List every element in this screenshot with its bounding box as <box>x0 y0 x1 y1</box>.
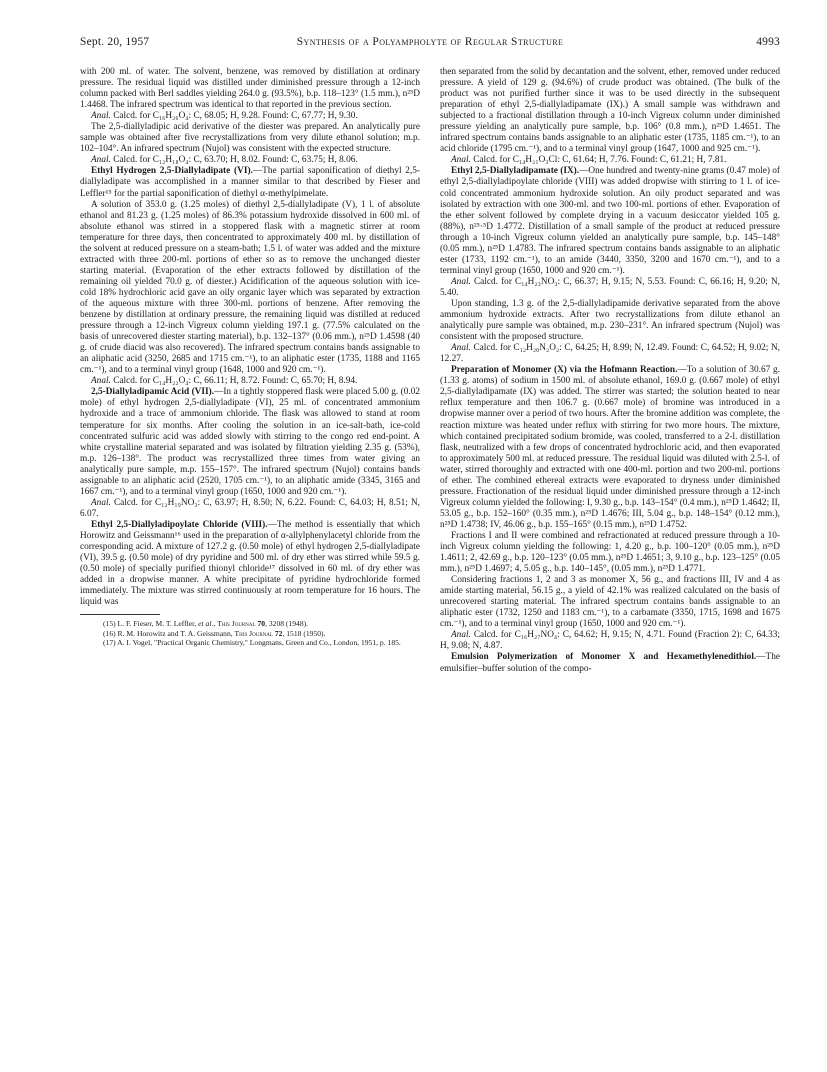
paragraph-text: Calcd. for C₁₂H₁₉NO₃: C, 63.97; H, 8.50; N, 6.22. Found: C, 64.03; H, 8.51; N, 6.07. <box>80 497 420 519</box>
footnote <box>80 638 420 647</box>
paragraph-text: Calcd. for C₁₄H₂₂O₄: C, 66.11; H, 8.72. Found: C, 65.70; H, 8.94. <box>110 376 358 387</box>
section-heading: Emulsion Polymerization of Monomer X and Hexamethylenedithiol. <box>451 652 757 663</box>
section-paragraph <box>80 166 420 199</box>
section-heading: 2,5-Diallyladipamic Acid (VII). <box>91 387 215 398</box>
header-title: Synthesis of a Polyampholyte of Regular Structure <box>296 36 564 48</box>
paragraph-text: Calcd. for C₁₂H₂₀N₂O₂: C, 64.25; H, 8.99; N, 12.49. Found: C, 64.52; H, 9.02; N, 12.27. <box>440 343 780 365</box>
analysis-label: Anal. <box>91 376 111 387</box>
footnote-text: (17) A. I. Vogel, "Practical Organic Chemistry," Longmans, Green and Co., London, 1951, p. 185. <box>103 637 401 647</box>
footnote-text: (16) R. M. Horowitz and T. A. Geissmann, <box>103 628 235 638</box>
paragraph <box>80 122 420 155</box>
left-column-body <box>80 67 420 608</box>
right-column <box>440 67 780 675</box>
paragraph <box>80 200 420 377</box>
analysis-paragraph <box>440 343 780 365</box>
left-column <box>80 67 420 647</box>
section-heading: Ethyl 2,5-Diallyladipoylate Chloride (VIII). <box>91 519 268 530</box>
analysis-label: Anal. <box>451 343 471 354</box>
right-column-body <box>440 67 780 675</box>
paragraph <box>440 299 780 343</box>
analysis-label: Anal. <box>451 630 471 641</box>
paragraph-text: —The partial saponification of diethyl 2,5-diallyladipate was accomplished in a manner similar to that described by Fieser and Leffler¹⁵ for the partial saponification of diethyl α-methylpimelate. <box>80 166 421 199</box>
paragraph-text: —The emulsifier–buffer solution of the compo- <box>440 652 780 674</box>
paragraph-text: A solution of 353.0 g. (1.25 moles) of diethyl 2,5-diallyladipate (V), 1 l. of absolute ethanol and 81.23 g. (1.25 moles) of 86.3% potassium hydroxide dissolved in 600 ml. of absolute ethanol was stirred in a stoppered flask with a magnetic stirrer at room temperature for three days, then concentrated to approximately 400 ml. by distillation of the solvent at reduced pressure on a steam-bath; 1.5 l. of water was added and the mixture extracted with three 200-ml. portions of ether so as to remove the unchanged diester starting material. (Evaporation of the ether extracts followed by distillation of the remaining oil yielded 70.0 g. of diester.) Acidification of the aqueous solution with ice-cold 18% hydrochloric acid gave an oily organic layer which was separated by extraction of the aqueous mixture with three 300-ml. portions of benzene. After removing the benzene by distillation at ordinary pressure, the remaining liquid was distilled at reduced pressure through a 12-inch Vigreux column yielding 197.1 g. (77.5% calculated on the basis of unrecovered diester starting material), b.p. 132–137° (0.06 mm.), n²⁵D 1.4598 (40 g. of crude diacid was also recovered). The infrared spectrum contains bands assignable to an aliphatic acid (3250, 2685 and 1715 cm.⁻¹), to an aliphatic ester (1735, 1188 and 1165 cm.⁻¹), and to a terminal vinyl group (1648, 1000 and 920 cm.⁻¹). <box>80 199 420 376</box>
paragraph-text: with 200 ml. of water. The solvent, benzene, was removed by distillation at ordinary pressure. The residual liquid was distilled under diminished pressure through a 12-inch column packed with Berl saddles yielding 264.0 g. (93.5%), b.p. 118–123° (1.5 mm.), n²⁵D 1.4468. The infrared spectrum was identical to that reported in the previous section. <box>80 67 420 111</box>
analysis-paragraph <box>80 498 420 520</box>
paragraph-text: The 2,5-diallyladipic acid derivative of the diester was prepared. An analytically pure sample was obtained after five recrystallizations from very dilute ethanol solution; m.p. 102–104°. An infrared spectrum (Nujol) was consistent with the expected structure. <box>80 122 420 155</box>
section-paragraph <box>80 387 420 497</box>
paragraph <box>440 67 780 155</box>
analysis-paragraph <box>80 111 420 122</box>
footnote-end: , 3208 (1948). <box>265 619 309 629</box>
paragraph-text: —To a solution of 30.67 g. (1.33 g. atoms) of sodium in 1500 ml. of absolute ethanol, 169.0 g. (0.667 mole) of ethyl 2,5-diallyladipamate (IX) was added. The stirrer was started; the solution heated to near reflux temperature and then 106.7 g. (0.667 mole) of bromine was introduced in a dropwise manner over a period of two hours. After the bromine addition was complete, the reaction mixture was heated under reflux with stirring for two more hours. The mixture, which contained precipitated sodium bromide, was cooled, transferred to a 2-l. distillation flask, neutralized with a few drops of concentrated hydrochloric acid, and then evaporated to approximately 500 ml. at reduced pressure. The residual liquid was diluted with 2.5-l. of water, stirred thoroughly and extracted with one 400-ml. portion and two 200-ml. portions of ether. The combined ethereal extracts were evaporated to dryness under diminished pressure. Fractionation of the residual liquid under diminished pressure through a 12-inch Vigreux column yielded the following: I, 9.30 g., b.p. 143–154° (0.4 mm.), n²⁵D 1.4642; II, 53.05 g., b.p. 152–160° (0.35 mm.), n²⁵D 1.4676; III, 5.04 g., b.p. 148–154° (0.12 mm.), n²⁵D 1.4738; IV, 46.06 g., b.p. 155–165° (0.15 mm.), n²⁵D 1.4752. <box>440 365 780 530</box>
section-heading: Ethyl 2,5-Diallyladipamate (IX). <box>451 166 580 177</box>
analysis-label: Anal. <box>451 276 471 287</box>
footnote <box>80 619 420 628</box>
paragraph-text: Calcd. for C₁₄H₂₁O₃Cl: C, 61.64; H, 7.76. Found: C, 61.21; H, 7.81. <box>470 155 727 166</box>
analysis-label: Anal. <box>91 111 111 122</box>
analysis-label: Anal. <box>91 155 111 166</box>
paragraph-text: Considering fractions 1, 2 and 3 as monomer X, 56 g., and fractions III, IV and 4 as amide starting material, 56.15 g., a yield of 42.1% was realized calculated on the basis of unrecovered starting material. The infrared spectrum contains bands assignable to an aliphatic ester (1732, 1250 and 1183 cm.⁻¹), to a carbamate (3350, 1715, 1698 and 1675 cm.⁻¹), and to a terminal vinyl group (1650, 1000 and 920 cm.⁻¹). <box>440 575 780 630</box>
analysis-label: Anal. <box>451 155 471 166</box>
analysis-paragraph <box>440 155 780 166</box>
paragraph-text: Calcd. for C₁₆H₂₆O₄: C, 68.05; H, 9.28. Found: C, 67.77; H, 9.30. <box>110 111 358 122</box>
paragraph-text: Fractions I and II were combined and refractionated at reduced pressure through a 10-inch Vigreux column yielding the following: 1, 4.20 g., b.p. 100–120° (0.05 mm.), n²⁵D 1.4611; 2, 42.69 g., b.p. 120–123° (0.05 mm.), n²⁵D 1.4651; 3, 9.10 g., b.p. 123–125° (0.05 mm.), n²⁵D 1.4697; 4, 5.05 g., b.p. 140–145°, (0.05 mm.), n²⁵D 1.4771. <box>440 530 780 575</box>
section-paragraph <box>440 652 780 674</box>
journal-name: This Journal <box>234 628 273 638</box>
analysis-paragraph <box>80 155 420 166</box>
paragraph-text: then separated from the solid by decantation and the solvent, ether, removed under reduced pressure. A yield of 129 g. (94.6%) of crude product was obtained. (The bulk of the product was not purified further since it was to be used directly in the subsequent preparation of ethyl 2,5-diallyladipamate (IX).) A small sample was withdrawn and subjected to a fractional distillation through a 10-inch Vigreux column under diminished pressure yielding an analytically pure sample, b.p. 106° (0.8 mm.), n²⁵D 1.4651. The infrared spectrum contains bands assignable to an aliphatic ester (1735, 1185 cm.⁻¹), to an acid chloride (1795 cm.⁻¹), and to a terminal vinyl group (1647, 1000 and 925 cm.⁻¹). <box>440 67 780 155</box>
footnotes <box>80 619 420 647</box>
paragraph <box>440 531 780 575</box>
journal-name: This Journal <box>217 619 256 629</box>
footnote-text: (15) L. F. Fieser, M. T. Leffler, <box>103 619 199 629</box>
header-date: Sept. 20, 1957 <box>80 36 150 48</box>
paragraph-text: Calcd. for C₁₆H₂₇NO₄: C, 64.62; H, 9.15; N, 4.71. Found (Fraction 2): C, 64.33; H, 9.08; N, 4.87. <box>440 630 780 652</box>
page-number: 4993 <box>756 36 780 48</box>
volume-number: 70 <box>257 619 266 629</box>
paragraph <box>80 67 420 111</box>
section-paragraph <box>440 166 780 276</box>
section-paragraph <box>80 520 420 608</box>
section-paragraph <box>440 365 780 531</box>
footnote-sep: , <box>213 619 218 629</box>
paragraph-text: —In a tightly stoppered flask were placed 5.00 g. (0.02 mole) of ethyl hydrogen 2,5-diallyladipate (VI), 25 ml. of concentrated ammonium hydroxide and a trace of ammonium chloride. The flask was allowed to stand at room temperature for six months. After cooling the solution in an ice-salt-bath, ice-cold concentrated sulfuric acid was added slowly with stirring to the congo red end-point. A white crystalline material separated and was isolated by filtration yielding 2.35 g. (53%), m.p. 126–138°. The product was recrystallized three times from water giving an analytically pure sample, m.p. 155–157°. The infrared spectrum (Nujol) contains bands assignable to an aliphatic acid (2520, 1705 cm.⁻¹), to an aliphatic amide (3345, 3165 and 1667 cm.⁻¹), and to a terminal vinyl group (1650, 1000 and 920 cm.⁻¹). <box>80 387 420 497</box>
footnote <box>80 629 420 638</box>
volume-number: 72 <box>274 628 283 638</box>
footnote-rule <box>80 614 160 615</box>
footnote-end: , 1518 (1950). <box>282 628 326 638</box>
analysis-paragraph <box>440 630 780 652</box>
paragraph-text: —One hundred and twenty-nine grams (0.47 mole) of ethyl 2,5-diallyladipoylate chloride (VIII) was added dropwise with stirring to 1 l. of ice-cold concentrated ammonium hydroxide solution. An oily product separated and was isolated by extraction with one 300-ml. and two 100-ml. portions of ether. Evaporation of the ether solvent followed by complete drying in a vacuum desiccator yielded 105 g. (88%), n²⁵·⁵D 1.4772. Distillation of a small sample of the product at reduced pressure through a 10-inch Vigreux column yielded an analytically pure sample, b.p. 145–148° (0.05 mm.), n²⁵D 1.4783. The infrared spectrum contains bands assignable to an aliphatic ester (1733, 1192 cm.⁻¹), to an amide (3440, 3350, 3200 and 1670 cm.⁻¹), and to a terminal vinyl group (1650, 1000 and 920 cm.⁻¹). <box>440 166 780 276</box>
analysis-paragraph <box>440 277 780 299</box>
section-heading: Ethyl Hydrogen 2,5-Diallyladipate (VI). <box>91 166 253 177</box>
paragraph-text: —The method is essentially that which Horowitz and Geissmann¹⁶ used in the preparation of α-allylphenylacetyl chloride from the corresponding acid. A mixture of 127.2 g. (0.50 mole) of ethyl hydrogen 2,5-diallyladipate (VI), 39.5 g. (0.50 mole) of dry pyridine and 500 ml. of dry ether was stirred while 59.5 g. (0.50 mole) of specially purified thionyl chloride¹⁷ dissolved in 60 ml. of dry ether was added in a dropwise manner. A white precipitate of pyridine hydrochloride formed immediately. The mixture was stirred continuously at room temperature for 16 hours. The liquid was <box>80 519 420 608</box>
paragraph-text: Calcd. for C₁₂H₁₈O₄: C, 63.70; H, 8.02. Found: C, 63.75; H, 8.06. <box>110 155 358 166</box>
analysis-label: Anal. <box>91 497 111 508</box>
analysis-paragraph <box>80 376 420 387</box>
footnote-italic: et al. <box>198 619 214 629</box>
paragraph <box>440 575 780 630</box>
section-heading: Preparation of Monomer (X) via the Hofmann Reaction. <box>451 365 678 376</box>
running-header <box>80 36 780 52</box>
paragraph-text: Upon standing, 1.3 g. of the 2,5-diallyladipamide derivative separated from the above ammonium hydroxide extracts. After two recrystallizations from dilute ethanol an analytically pure sample was obtained, m.p. 230–231°. An infrared spectrum (Nujol) was consistent with the proposed structure. <box>440 298 780 343</box>
paragraph-text: Calcd. for C₁₄H₂₃NO₃: C, 66.37; H, 9.15; N, 5.53. Found: C, 66.16; H, 9.20; N, 5.40. <box>440 276 780 298</box>
